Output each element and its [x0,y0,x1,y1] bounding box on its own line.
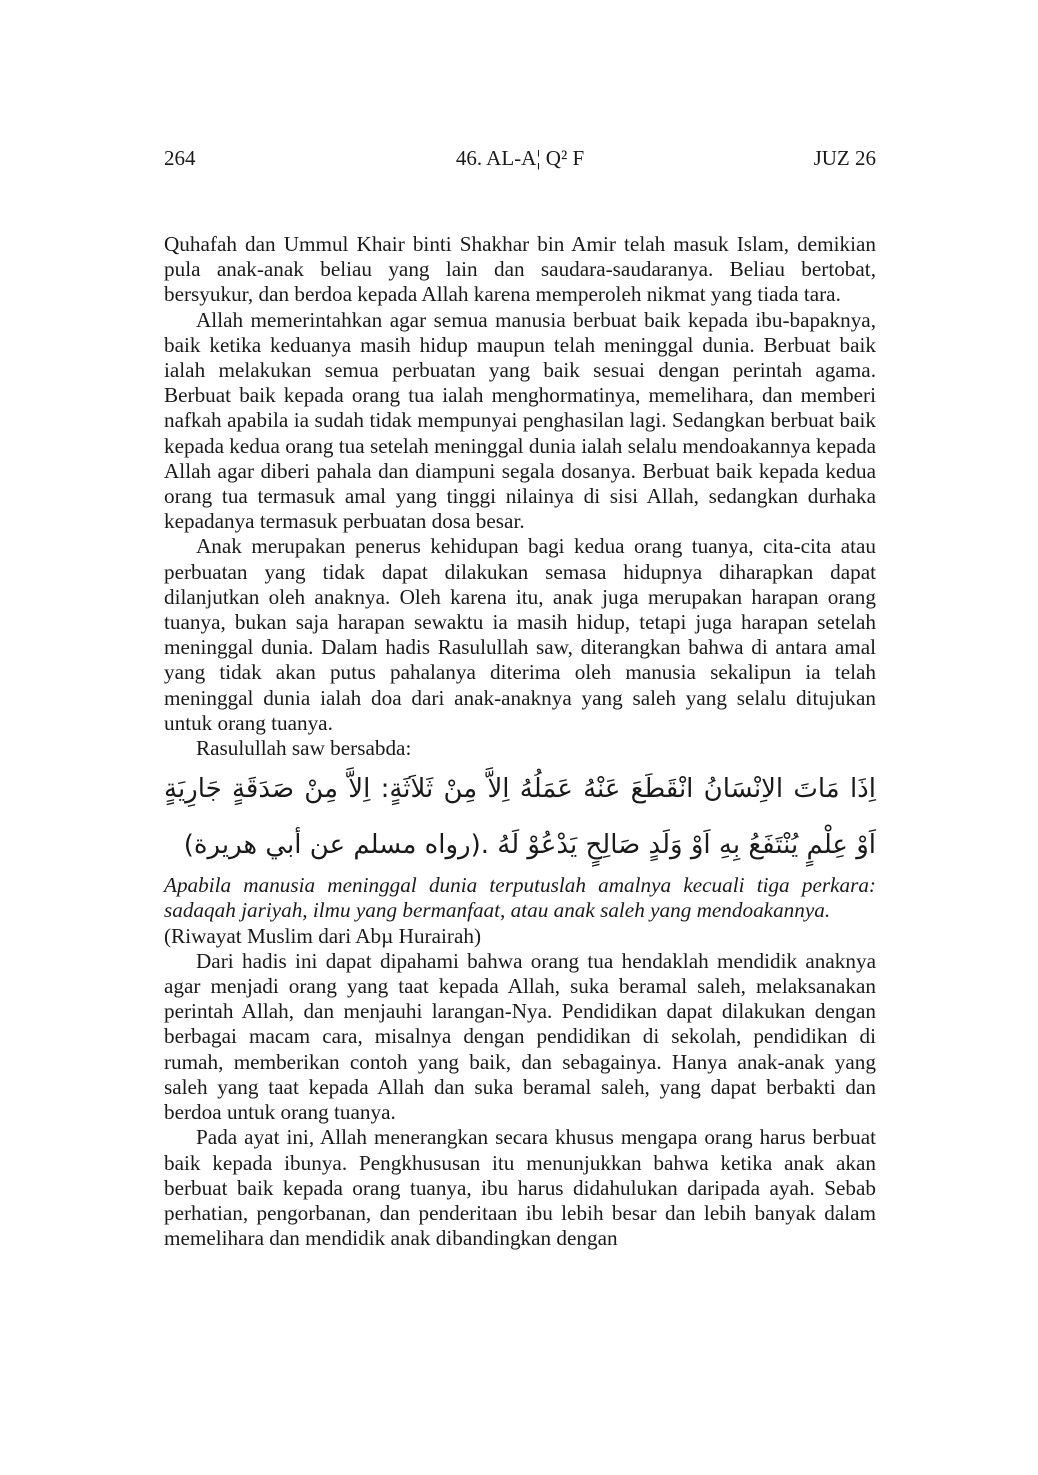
surah-title: 46. AL-A¦ Q² F [455,146,585,170]
paragraph-4: Rasulullah saw bersabda: [196,736,412,761]
paragraph-1: Quhafah dan Ummul Khair binti Shakhar bin Amir telah masuk Islam, demikian pula anak-anak beliau yang lain dan saudara-saudaranya. Beliau bertobat, bersyukur, dan berdoa kepada Allah karena memperoleh nikmat yang tiada tara. [164,232,876,307]
juz-label: JUZ 26 [813,146,876,170]
running-header [164,146,876,176]
hadith-source: (Riwayat Muslim dari Abµ Hurairah) [164,923,482,948]
paragraph-5: Dari hadis ini dapat dipahami bahwa orang tua hendaklah mendidik anaknya agar menjadi orang yang taat kepada Allah, suka beramal saleh, melaksanakan perintah Allah, dan menjauhi larangan-Nya. Pendidikan dapat dilakukan dengan berbagai macam cara, misalnya dengan pendidikan di sekolah, pendidikan di rumah, memberikan contoh yang baik, dan sebagainya. Hanya anak-anak yang saleh yang taat kepada Allah dan suka beramal saleh, yang dapat berbakti dan berdoa untuk orang tuanya. [164,948,876,1125]
arabic-hadith-text: اِذَا مَاتَ الاِنْسَانُ انْقَطَعَ عَنْهُ عَمَلُهُ اِلاَّ مِنْ ثَلاَثَةٍ: اِلاَّ مِنْ صَدَقَةٍ جَارِيَةٍ اَوْ عِلْمٍ يُنْتَفَعُ بِهِ اَوْ وَلَدٍ صَالِحٍ يَدْعُوْ لَهُ .(رواه مسلم عن أبي هريرة) [164,774,876,861]
paragraph-3: Anak merupakan penerus kehidupan bagi kedua orang tuanya, cita-cita atau perbuatan yang tidak dapat dilakukan semasa hidupnya diharapkan dapat dilanjutkan oleh anaknya. Oleh karena itu, anak juga merupakan harapan orang tuanya, bukan saja harapan sewaktu ia masih hidup, tetapi juga harapan setelah meninggal dunia. Dalam hadis Rasulullah saw, diterangkan bahwa di antara amal yang tidak akan putus pahalanya diterima oleh manusia sekalipun ia telah meninggal dunia ialah doa dari anak-anaknya yang saleh yang selalu ditujukan untuk orang tuanya. [164,534,876,735]
page-body [164,232,876,1251]
hadith-translation: Apabila manusia meninggal dunia terputuslah amalnya kecuali tiga perkara: sadaqah jariyah, ilmu yang bermanfaat, atau anak saleh yang mendoakannya. [164,873,876,923]
paragraph-6: Pada ayat ini, Allah menerangkan secara khusus mengapa orang harus berbuat baik kepada ibunya. Pengkhususan itu menunjukkan bahwa ketika anak akan berbuat baik kepada orang tuanya, ibu harus didahulukan daripada ayah. Sebab perhatian, pengorbanan, dan penderitaan ibu lebih besar dan lebih banyak dalam memelihara dan mendidik anak dibandingkan dengan [164,1125,876,1251]
page-number: 264 [164,146,196,170]
paragraph-2: Allah memerintahkan agar semua manusia berbuat baik kepada ibu-bapaknya, baik ketika keduanya masih hidup maupun telah meninggal dunia. Berbuat baik ialah melakukan semua perbuatan yang baik sesuai dengan perintah agama. Berbuat baik kepada orang tua ialah menghormatinya, memelihara, dan memberi nafkah apabila ia sudah tidak mempunyai penghasilan lagi. Sedangkan berbuat baik kepada kedua orang tua setelah meninggal dunia ialah selalu mendoakannya kepada Allah agar diberi pahala dan diampuni segala dosanya. Berbuat baik kepada kedua orang tua termasuk amal yang tinggi nilainya di sisi Allah, sedangkan durhaka kepadanya termasuk perbuatan dosa besar. [164,307,876,534]
